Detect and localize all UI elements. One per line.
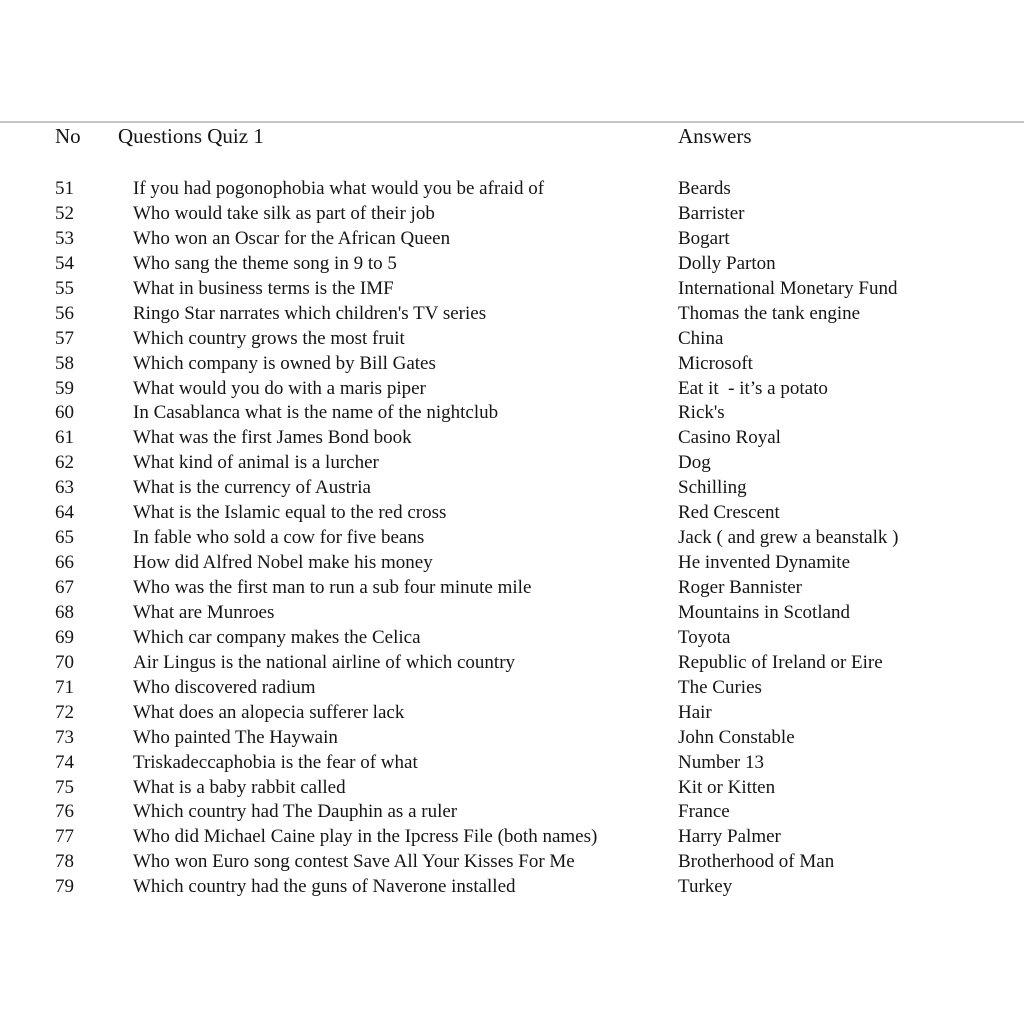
question-number: 62	[55, 452, 74, 474]
question-number: 53	[55, 227, 74, 249]
table-row	[0, 177, 1024, 202]
answer-text: Thomas the tank engine	[678, 302, 861, 324]
table-row	[0, 850, 1024, 875]
answer-text: International Monetary Fund	[678, 277, 898, 299]
question-text: How did Alfred Nobel make his money	[133, 552, 433, 574]
table-row	[0, 451, 1024, 476]
question-text: What kind of animal is a lurcher	[133, 452, 379, 474]
question-number: 73	[55, 726, 74, 748]
question-number: 70	[55, 651, 74, 673]
table-row	[0, 751, 1024, 776]
question-number: 52	[55, 202, 74, 224]
table-row	[0, 726, 1024, 751]
question-text: Which country had The Dauphin as a ruler	[133, 801, 458, 823]
answer-text: Harry Palmer	[678, 826, 781, 848]
header-questions: Questions Quiz 1	[118, 124, 264, 148]
answer-text: Hair	[678, 701, 712, 723]
question-text: Who was the first man to run a sub four minute mile	[133, 577, 532, 598]
table-row	[0, 676, 1024, 701]
table-row	[0, 202, 1024, 227]
answer-text: Turkey	[678, 876, 733, 898]
question-number: 61	[55, 427, 74, 449]
question-text: Air Lingus is the national airline of which country	[133, 651, 516, 673]
question-text: In Casablanca what is the name of the nightclub	[133, 402, 499, 424]
question-number: 76	[55, 801, 74, 823]
answer-text: China	[678, 327, 724, 349]
table-row	[0, 651, 1024, 676]
answer-text: Casino Royal	[678, 427, 781, 449]
table-row	[0, 327, 1024, 352]
question-text: Which country had the guns of Naverone installed	[133, 876, 516, 898]
question-number: 75	[55, 776, 74, 798]
question-text: What would you do with a maris piper	[133, 377, 426, 399]
table-row	[0, 875, 1024, 900]
answer-text: Jack ( and grew a beanstalk )	[678, 527, 899, 549]
answer-text: Red Crescent	[678, 502, 780, 524]
question-text: What is the currency of Austria	[133, 477, 371, 499]
answer-text: Dolly Parton	[678, 252, 776, 274]
top-divider	[0, 121, 1024, 123]
question-number: 54	[55, 252, 74, 274]
question-number: 71	[55, 676, 74, 698]
question-number: 56	[55, 302, 74, 324]
table-row	[0, 227, 1024, 252]
answer-text: Number 13	[678, 751, 765, 773]
question-number: 68	[55, 601, 74, 623]
answer-text: Rick's	[678, 402, 725, 424]
table-row	[0, 576, 1024, 601]
table-row	[0, 476, 1024, 501]
question-text: Which company is owned by Bill Gates	[133, 352, 436, 374]
answer-text: Toyota	[678, 626, 731, 648]
question-text: What in business terms is the IMF	[133, 277, 394, 299]
answer-text: John Constable	[678, 726, 795, 748]
question-number: 51	[55, 178, 74, 199]
table-row	[0, 426, 1024, 451]
answer-text: Eat it - it’s a potato	[678, 377, 828, 399]
question-number: 78	[55, 851, 74, 873]
question-number: 57	[55, 327, 74, 349]
question-text: Which country grows the most fruit	[133, 327, 405, 349]
answer-text: Microsoft	[678, 352, 753, 374]
question-text: What was the first James Bond book	[133, 427, 412, 449]
question-text: Who sang the theme song in 9 to 5	[133, 252, 397, 274]
table-row	[0, 825, 1024, 850]
answer-text: Bogart	[678, 227, 730, 249]
table-row	[0, 352, 1024, 377]
answer-text: Brotherhood of Man	[678, 851, 835, 873]
table-row	[0, 776, 1024, 801]
table-row	[0, 701, 1024, 726]
table-row	[0, 401, 1024, 426]
answer-text: Dog	[678, 452, 711, 474]
question-number: 72	[55, 701, 74, 723]
answer-text: Roger Bannister	[678, 577, 803, 598]
table-row	[0, 277, 1024, 302]
question-text: Which car company makes the Celica	[133, 626, 421, 648]
answer-text: Beards	[678, 178, 731, 199]
header-no: No	[55, 124, 81, 148]
question-number: 66	[55, 552, 74, 574]
table-row	[0, 526, 1024, 551]
question-text: Triskadeccaphobia is the fear of what	[133, 751, 418, 773]
question-number: 64	[55, 502, 74, 524]
answer-text: France	[678, 801, 730, 823]
question-number: 59	[55, 377, 74, 399]
question-number: 74	[55, 751, 74, 773]
answer-text: Kit or Kitten	[678, 776, 776, 798]
answer-text: Mountains in Scotland	[678, 601, 851, 623]
table-row	[0, 601, 1024, 626]
question-number: 60	[55, 402, 74, 424]
question-number: 67	[55, 577, 74, 598]
question-text: What does an alopecia sufferer lack	[133, 701, 405, 723]
question-text: Who won an Oscar for the African Queen	[133, 227, 451, 249]
question-number: 58	[55, 352, 74, 374]
question-number: 63	[55, 477, 74, 499]
table-row	[0, 626, 1024, 651]
table-row	[0, 302, 1024, 327]
table-row	[0, 501, 1024, 526]
header-answers: Answers	[678, 124, 752, 148]
answer-text: Barrister	[678, 202, 745, 224]
question-text: Who won Euro song contest Save All Your Kisses For Me	[133, 851, 575, 873]
table-header	[0, 124, 1024, 149]
question-number: 65	[55, 527, 74, 549]
question-text: What are Munroes	[133, 601, 275, 623]
answer-text: Schilling	[678, 477, 747, 499]
answer-text: The Curies	[678, 676, 762, 698]
question-text: In fable who sold a cow for five beans	[133, 527, 425, 549]
table-row	[0, 800, 1024, 825]
question-number: 69	[55, 626, 74, 648]
table-body	[0, 177, 1024, 900]
question-text: What is a baby rabbit called	[133, 776, 346, 798]
question-text: Ringo Star narrates which children's TV series	[133, 302, 487, 324]
question-number: 79	[55, 876, 74, 898]
question-number: 77	[55, 826, 74, 848]
question-text: Who would take silk as part of their job	[133, 202, 435, 224]
table-row	[0, 252, 1024, 277]
question-text: Who painted The Haywain	[133, 726, 338, 748]
question-number: 55	[55, 277, 74, 299]
answer-text: Republic of Ireland or Eire	[678, 651, 883, 673]
table-row	[0, 377, 1024, 402]
question-text: Who discovered radium	[133, 676, 316, 698]
answer-text: He invented Dynamite	[678, 552, 851, 574]
table-row	[0, 551, 1024, 576]
question-text: If you had pogonophobia what would you be afraid of	[133, 178, 545, 199]
question-text: Who did Michael Caine play in the Ipcress File (both names)	[133, 826, 598, 848]
question-text: What is the Islamic equal to the red cross	[133, 502, 447, 524]
